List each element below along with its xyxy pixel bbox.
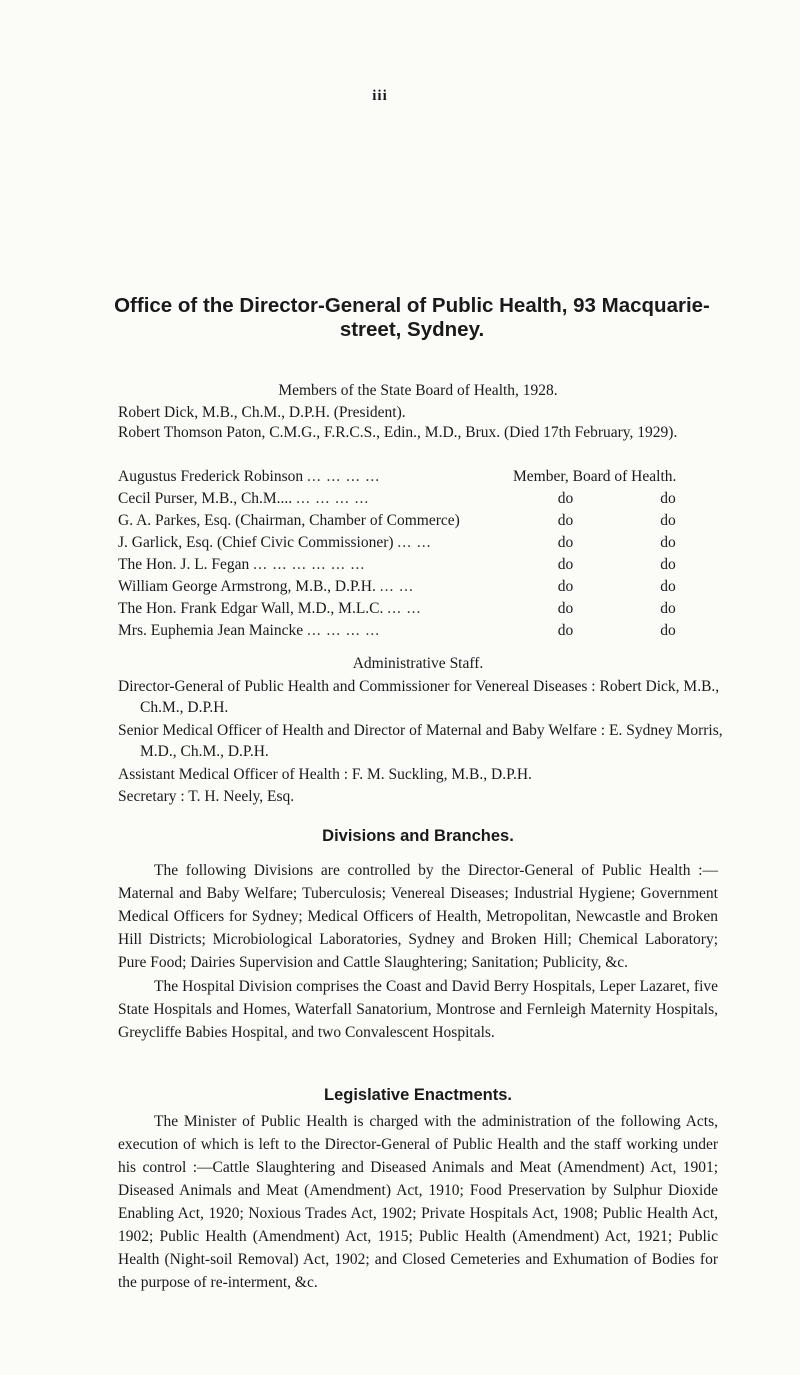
member-name: The Hon. Frank Edgar Wall, M.D., M.L.C.: [118, 600, 384, 617]
page-title: Office of the Director-General of Public Health, 93 Macquarie-street, Sydney.: [114, 294, 710, 341]
member-president: Robert Dick, M.B., Ch.M., D.P.H. (President).: [118, 404, 406, 421]
member-role: Member, Board of Health.: [513, 468, 677, 485]
table-row: [118, 576, 718, 598]
ditto-mark: do: [660, 578, 676, 595]
table-row: [118, 488, 718, 510]
ditto-mark: do: [557, 600, 574, 617]
ditto-mark: do: [660, 534, 676, 551]
admin-staff-heading: Administrative Staff.: [352, 655, 484, 672]
ditto-mark: do: [660, 512, 676, 529]
table-row: [118, 532, 718, 554]
members-heading: Members of the State Board of Health, 1928.: [278, 382, 558, 399]
divisions-heading: Divisions and Branches.: [322, 827, 514, 845]
ditto-mark: do: [660, 622, 676, 639]
table-row: [118, 598, 718, 620]
table-row: [118, 466, 718, 488]
leader-dots: ... ... ... ...: [307, 468, 381, 485]
ditto-mark: do: [557, 578, 574, 595]
legislative-heading: Legislative Enactments.: [324, 1086, 512, 1104]
ditto-mark: do: [557, 622, 574, 639]
ditto-mark: do: [557, 490, 574, 507]
divisions-paragraph: The following Divisions are controlled by the Director-General of Public Health :—Maternal and Baby Welfare; Tuberculosis; Venereal Diseases; Industrial Hygiene; Government Medical Officers for Sydney; Medical Officers of Health, Metropolitan, Newcastle and Broken Hill Districts; Microbiological Laboratories, Sydney and Broken Hill; Chemical Laboratory; Pure Food; Dairies Supervision and Cattle Slaughtering; Sanitation; Publicity, &c.: [118, 862, 718, 971]
hospital-division-paragraph: The Hospital Division comprises the Coast and David Berry Hospitals, Leper Lazaret, five State Hospitals and Homes, Waterfall Sanatorium, Montrose and Fernleigh Maternity Hospitals, Greycliffe Babies Hospital, and two Convalescent Hospitals.: [118, 978, 718, 1041]
leader-dots: ... ... ... ...: [296, 490, 370, 507]
table-row: [118, 510, 718, 532]
page-number: iii: [372, 88, 388, 104]
leader-dots: ... ... ... ... ... ...: [253, 556, 366, 573]
member-name: G. A. Parkes, Esq. (Chairman, Chamber of Commerce): [118, 512, 460, 529]
ditto-mark: do: [557, 556, 574, 573]
staff-entry: Senior Medical Officer of Health and Director of Maternal and Baby Welfare : E. Sydney Morris, M.D., Ch.M., D.P.H.: [118, 722, 723, 760]
member-name: Augustus Frederick Robinson: [118, 468, 304, 485]
staff-entry: Secretary : T. H. Neely, Esq.: [118, 788, 295, 805]
ditto-mark: do: [557, 534, 574, 551]
ditto-mark: do: [660, 490, 676, 507]
member-name: The Hon. J. L. Fegan: [118, 556, 250, 573]
leader-dots: ... ... ... ...: [306, 622, 381, 639]
staff-entry: Director-General of Public Health and Commissioner for Venereal Diseases : Robert Dick, M.B., Ch.M., D.P.H.: [118, 678, 720, 716]
member-paton: Robert Thomson Paton, C.M.G., F.R.C.S., Edin., M.D., Brux. (Died 17th February, 1929).: [118, 424, 678, 441]
legislative-paragraph: The Minister of Public Health is charged with the administration of the following Acts, execution of which is left to the Director-General of Public Health and the staff working under his control :—Cattle Slaughtering and Diseased Animals and Meat (Amendment) Act, 1901; Diseased Animals and Meat (Amendment) Act, 1910; Food Preservation by Sulphur Dioxide Enabling Act, 1920; Noxious Trades Act, 1902; Private Hospitals Act, 1908; Public Health Act, 1902; Public Health (Amendment) Act, 1915; Public Health (Amendment) Act, 1921; Public Health (Night-soil Removal) Act, 1902; and Closed Cemeteries and Exhumation of Bodies for the purpose of re-interment, &c.: [118, 1113, 718, 1291]
ditto-mark: do: [660, 556, 676, 573]
ditto-mark: do: [660, 600, 676, 617]
member-name: Mrs. Euphemia Jean Maincke: [118, 622, 304, 639]
ditto-mark: do: [557, 512, 574, 529]
table-row: [118, 620, 718, 642]
leader-dots: ... ...: [387, 600, 422, 617]
member-name: J. Garlick, Esq. (Chief Civic Commissioner): [118, 534, 394, 551]
member-name: Cecil Purser, M.B., Ch.M....: [118, 490, 293, 507]
leader-dots: ... ...: [397, 534, 432, 551]
table-row: [118, 554, 718, 576]
leader-dots: ... ...: [379, 578, 414, 595]
member-name: William George Armstrong, M.B., D.P.H.: [118, 578, 376, 595]
members-table: [118, 466, 718, 642]
staff-entry: Assistant Medical Officer of Health : F. M. Suckling, M.B., D.P.H.: [118, 766, 532, 783]
